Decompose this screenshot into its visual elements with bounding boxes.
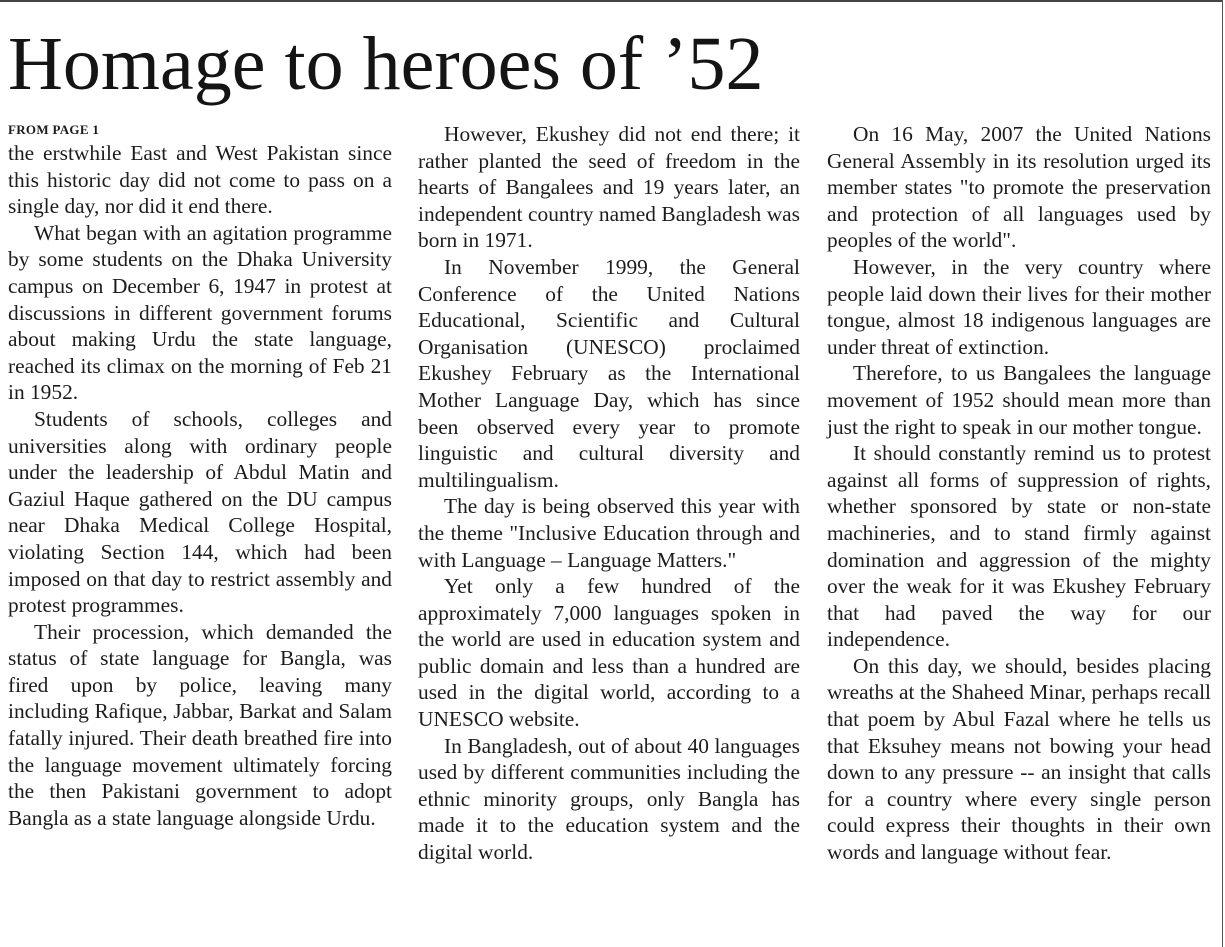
paragraph: the erstwhile East and West Pakistan since this historic day did not come to pass on a single day, nor did it end there. xyxy=(8,141,392,219)
article-column-2 xyxy=(418,121,800,866)
paragraph: Yet only a few hundred of the approximately 7,000 languages spoken in the world are used in education system and public domain and less than a hundred are used in the digital world, according to a UNESCO website. xyxy=(418,574,800,732)
continuation-kicker: FROM PAGE 1 xyxy=(8,122,100,137)
paragraph: In Bangladesh, out of about 40 languages used by different communities including the ethnic minority groups, only Bangla has made it to the education system and the digital world. xyxy=(418,733,800,865)
paragraph: However, Ekushey did not end there; it rather planted the seed of freedom in the hearts of Bangalees and 19 years later, an independent country named Bangladesh was born in 1971. xyxy=(418,122,800,253)
paragraph: Students of schools, colleges and universities along with ordinary people under the leadership of Abdul Matin and Gaziul Haque gathered on the DU campus near Dhaka Medical College Hospital, violating Section 144, which had been imposed on that day to restrict assembly and protest programmes. xyxy=(8,406,392,618)
paragraph: However, in the very country where people laid down their lives for their mother tongue, almost 18 indigenous languages are under threat of extinction. xyxy=(827,254,1211,359)
paragraph: Their procession, which demanded the status of state language for Bangla, was fired upon by police, leaving many including Rafique, Jabbar, Barkat and Salam fatally injured. Their death breathed fire into the language movement ultimately forcing the then Pakistani government to adopt Bangla as a state language alongside Urdu. xyxy=(8,619,392,830)
article-headline: Homage to heroes of ’52 xyxy=(8,22,764,106)
column-edge-rule xyxy=(1222,0,1223,947)
paragraph: What began with an agitation programme by some students on the Dhaka University campus on December 6, 1947 in protest at discussions in different government forums about making Urdu the state language, reached its climax on the morning of Feb 21 in 1952. xyxy=(8,220,392,405)
paragraph: In November 1999, the General Conference of the United Nations Educational, Scientific and Cultural Organisation (UNESCO) proclaimed Ekushey February as the International Mother Language Day, which has since been observed every year to promote linguistic and cultural diversity and multilingualism. xyxy=(418,254,800,492)
article-column-1 xyxy=(8,121,392,831)
paragraph: It should constantly remind us to protest against all forms of suppression of rights, whether sponsored by state or non-state machineries, and to stand firmly against domination and aggression of the mighty over the weak for it was Ekushey February that had paved the way for our independence. xyxy=(827,441,1211,652)
paragraph: On this day, we should, besides placing wreaths at the Shaheed Minar, perhaps recall that poem by Abul Fazal where he tells us that Eksuhey means not bowing your head down to any pressure -- an insight that calls for a country where every single person could express their thoughts in their own words and language without fear. xyxy=(827,653,1211,865)
paragraph: Therefore, to us Bangalees the language movement of 1952 should mean more than just the right to speak in our mother tongue. xyxy=(827,361,1211,439)
paragraph: On 16 May, 2007 the United Nations General Assembly in its resolution urged its member states "to promote the preservation and protection of all languages used by peoples of the world". xyxy=(827,122,1211,253)
top-rule xyxy=(0,0,1222,2)
article-column-3 xyxy=(827,121,1211,866)
paragraph: The day is being observed this year with the theme "Inclusive Education through and with Language – Language Matters." xyxy=(418,494,800,572)
